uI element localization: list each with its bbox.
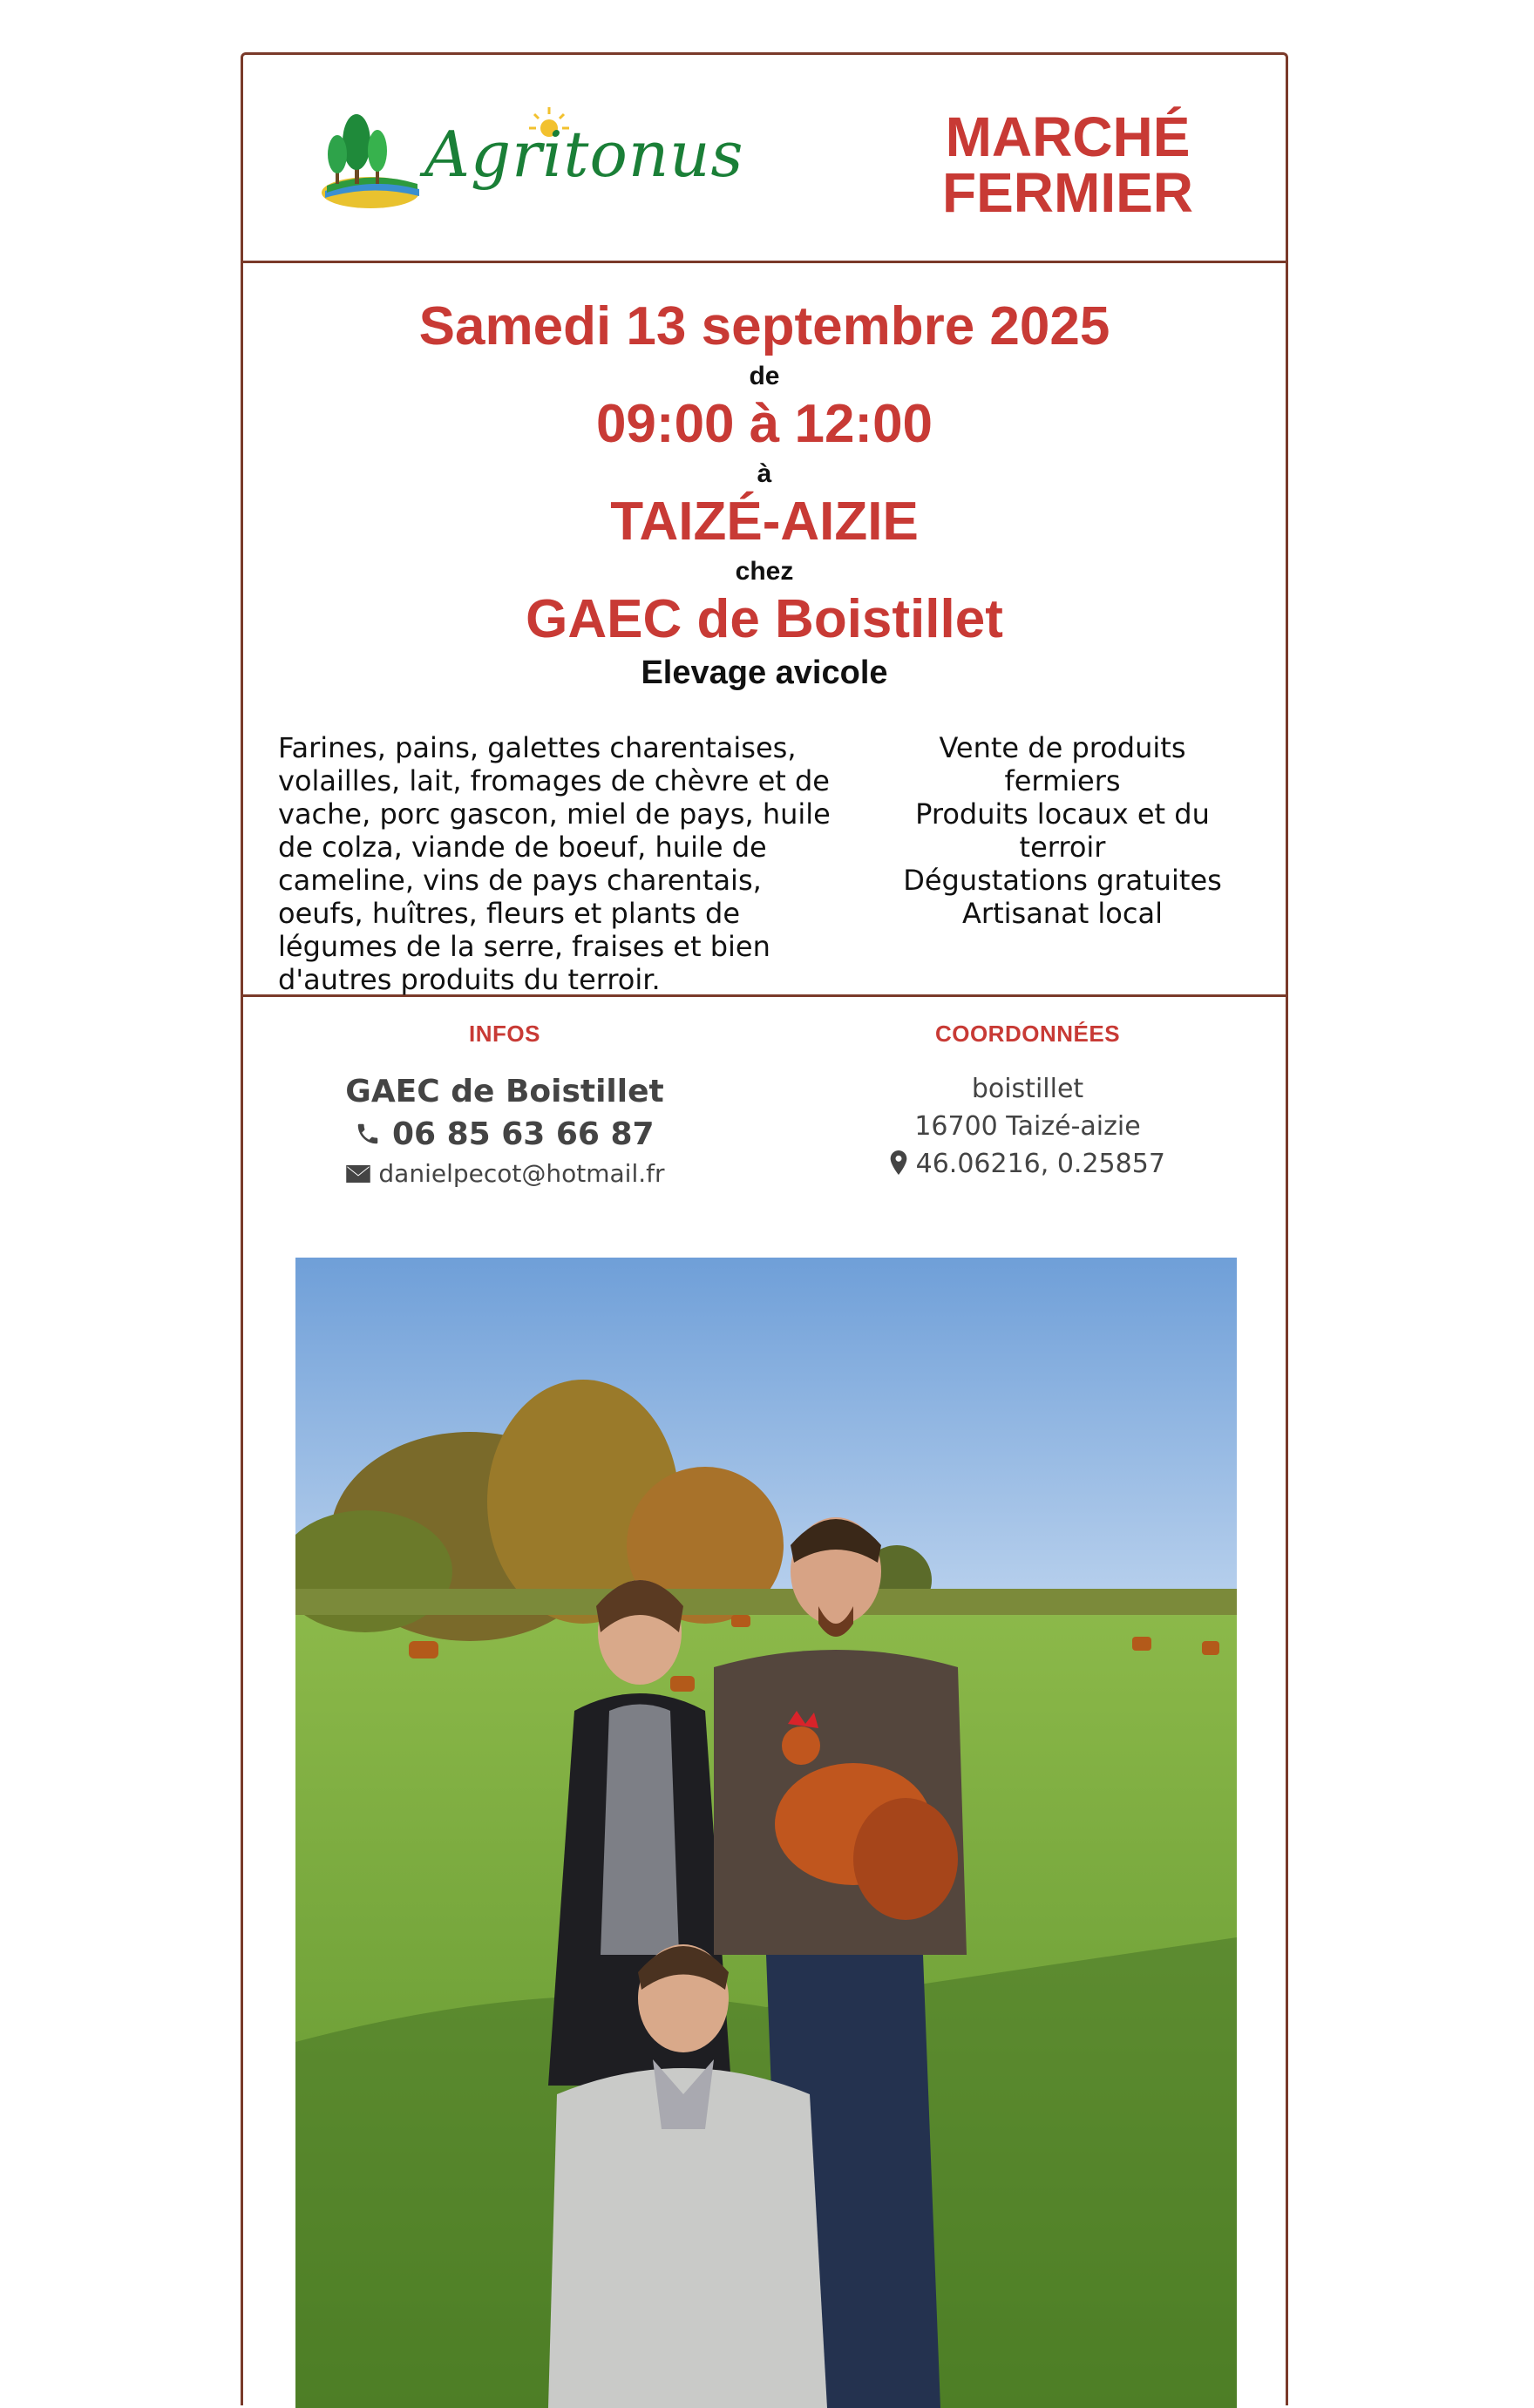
gps-row[interactable] [801, 1149, 1254, 1179]
flyer-header [243, 55, 1286, 263]
agritonus-logo[interactable] [320, 105, 744, 210]
label-de: de [749, 362, 780, 390]
feature-item: Dégustations gratuites [903, 864, 1222, 897]
event-section [243, 261, 1286, 997]
page-title [942, 105, 1193, 224]
contact-name: GAEC de Boistillet [345, 1074, 664, 1109]
event-activity: Elevage avicole [641, 655, 888, 691]
products-list: Farines, pains, galettes charentaises, volailles, lait, fromages de chèvre et de vache, porc gascon, miel de pays, huile de colza, viande de boeuf, huile de cameline, vins de pays charentais, oeufs, huîtres, fleurs et plants de légumes de la serre, fraises et bien d'autres produits du terroir. [278, 731, 831, 996]
gps-coordinates[interactable]: 46.06216, 0.25857 [915, 1149, 1165, 1179]
email-address[interactable]: danielpecot@hotmail.fr [378, 1159, 665, 1188]
event-hours: 09:00 à 12:00 [595, 394, 933, 454]
title-line-1: MARCHÉ [945, 105, 1191, 168]
place-name: boistillet [971, 1074, 1084, 1104]
feature-item: Produits locaux et du terroir [915, 797, 1210, 864]
coords-title: COORDONNÉES [934, 1021, 1121, 1047]
postal-address: 16700 Taizé-aizie [914, 1111, 1141, 1142]
logo-trees-icon [320, 105, 424, 210]
envelope-icon [345, 1163, 371, 1184]
event-host: GAEC de Boistillet [526, 589, 1003, 649]
event-town: TAIZÉ-AIZIE [610, 492, 919, 552]
coords-column [801, 1021, 1254, 1179]
map-marker-icon [890, 1150, 907, 1175]
farmers-photo [295, 1258, 1237, 2408]
farm-scene-image [295, 1258, 1237, 2408]
brand-name: Agritonus [424, 118, 744, 191]
infos-column [278, 1021, 731, 1188]
features-list [888, 731, 1237, 930]
phone-row[interactable] [278, 1116, 731, 1152]
contact-section [243, 994, 1286, 1221]
infos-title: INFOS [469, 1021, 540, 1047]
title-line-2: FERMIER [942, 161, 1193, 224]
event-date: Samedi 13 septembre 2025 [418, 296, 1110, 356]
flyer-card [241, 52, 1288, 2405]
label-chez: chez [735, 557, 794, 586]
email-row[interactable] [278, 1159, 731, 1188]
phone-icon [355, 1121, 381, 1147]
label-a: à [757, 459, 772, 488]
feature-item: Vente de produits fermiers [939, 731, 1186, 797]
phone-number[interactable]: 06 85 63 66 87 [391, 1116, 655, 1152]
feature-item: Artisanat local [962, 897, 1163, 930]
